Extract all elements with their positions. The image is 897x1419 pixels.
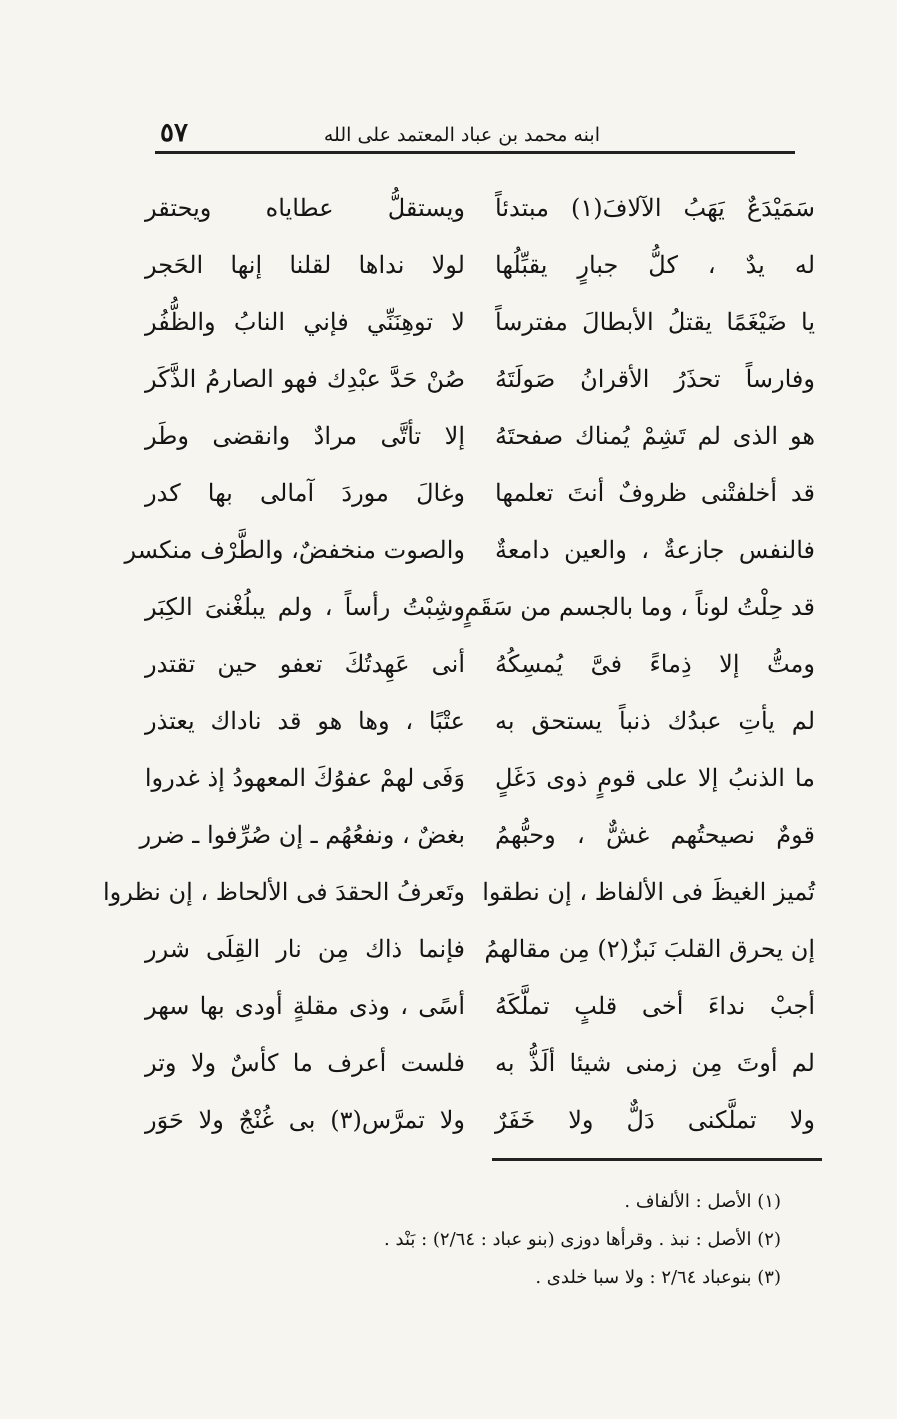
running-title: ابنه محمد بن عباد المعتمد على الله xyxy=(323,124,600,146)
verse-first-hemistich: فالنفس جازعةٌ ، والعين دامعةٌ xyxy=(495,536,815,564)
footnote-divider xyxy=(492,1158,822,1161)
verse-first-hemistich: له يدٌ ، كلُّ جبارٍ يقبِّلُها xyxy=(495,251,815,279)
verse-first-hemistich: أجبْ نداءَ أخى قلبٍ تملَّكَهُ xyxy=(495,992,815,1020)
verse-line xyxy=(145,921,815,978)
verse-second-hemistich: صُنْ حَدَّ عبْدِك فهو الصارمُ الذَّكَر xyxy=(145,365,465,393)
verse-first-hemistich: لم يأتِ عبدُك ذنباً يستحق به xyxy=(495,707,815,735)
verse-first-hemistich: قومٌ نصيحتُهم غشٌّ ، وحبُّهمُ xyxy=(495,821,815,849)
footnote: (١) الأصل : الألفاف . xyxy=(624,1191,781,1212)
verse-second-hemistich: عتْبًا ، وها هو قد ناداك يعتذر xyxy=(145,707,465,735)
verse-first-hemistich: ما الذنبُ إلا على قومٍ ذوى دَغَلٍ xyxy=(495,764,815,792)
verse-second-hemistich: إلا تأتَّى مرادٌ وانقضى وطَر xyxy=(145,422,465,450)
verse-first-hemistich: ولا تملَّكنى دَلٌّ ولا خَفَرٌ xyxy=(495,1106,815,1134)
verse-line xyxy=(124,522,815,579)
verse-first-hemistich: هو الذى لم تَشِمْ يُمناك صفحتَهُ xyxy=(495,422,815,450)
verse-line xyxy=(145,750,815,807)
verse-first-hemistich: تُميز الغيظَ فى الألفاظ ، إن نطقوا xyxy=(482,878,815,906)
verse-line xyxy=(145,1092,815,1149)
verse-first-hemistich: إن يحرق القلبَ نَبزٌ(٢) مِن مقالهمُ xyxy=(484,935,815,963)
verse-line xyxy=(145,351,815,408)
verse-first-hemistich: قد أخلفتْنى ظروفٌ أنتَ تعلمها xyxy=(495,479,815,507)
verse-line xyxy=(145,1035,815,1092)
verse-first-hemistich: قد حِلْتُ لوناً ، وما بالجسم من سَقَمٍ xyxy=(464,593,815,621)
verse-line xyxy=(145,465,815,522)
page-header xyxy=(160,118,800,162)
verse-second-hemistich: أنى عَهِدتُكَ تعفو حين تقتدر xyxy=(145,650,465,678)
verse-line xyxy=(145,294,815,351)
verse-second-hemistich: ويستقلُّ عطاياه ويحتقر xyxy=(145,194,465,222)
verse-line xyxy=(145,579,815,636)
footnote: (٢) الأصل : نبذ . وقرأها دوزى (بنو عباد : ٢/٦٤) : بَنْد . xyxy=(384,1229,781,1250)
verse-line xyxy=(139,807,815,864)
verse-first-hemistich: وفارساً تحذَرُ الأقرانُ صَولَتَهُ xyxy=(495,365,815,393)
verse-line xyxy=(145,180,815,237)
verse-line xyxy=(145,978,815,1035)
verse-second-hemistich: لولا نداها لقلنا إنها الحَجر xyxy=(145,251,465,279)
footnotes xyxy=(261,1183,781,1297)
verse-first-hemistich: ومتُّ إلا ذِماءً فىَّ يُمسِكُهُ xyxy=(495,650,815,678)
verse-second-hemistich: فلست أعرف ما كأسٌ ولا وتر xyxy=(145,1049,465,1077)
verse-first-hemistich: لم أوتَ مِن زمنى شيئا ألَذُّ به xyxy=(495,1049,815,1077)
verse-second-hemistich: وتَعرفُ الحقدَ فى الألحاظ ، إن نظروا xyxy=(102,878,465,906)
verse-second-hemistich: وغالَ موردَ آمالى بها كدر xyxy=(145,479,465,507)
verse-line xyxy=(145,636,815,693)
footnote: (٣) بنوعباد ٢/٦٤ : ولا سبا خلدى . xyxy=(535,1267,781,1288)
header-divider xyxy=(155,151,795,154)
verse-second-hemistich: والصوت منخفضٌ، والطَّرْف منكسر xyxy=(124,536,465,564)
verse-second-hemistich: أسًى ، وذى مقلةٍ أودى بها سهر xyxy=(145,992,465,1020)
verse-second-hemistich: بغضٌ ، ونفعُهُم ـ إن صُرِّفوا ـ ضرر xyxy=(139,821,465,849)
verse-first-hemistich: سَمَيْدَعٌ يَهَبُ الآلافَ(١) مبتدئاً xyxy=(495,194,816,222)
verse-second-hemistich: لا توهِنَنِّي فإني النابُ والظُّفُر xyxy=(145,308,465,336)
verse-second-hemistich: وَفَى لهمْ عفوُكَ المعهودُ إذ غدروا xyxy=(144,764,465,792)
page-number: ٥٧ xyxy=(160,118,188,148)
verse-second-hemistich: فإنما ذاك مِن نار القِلَى شرر xyxy=(145,935,465,963)
verse-line xyxy=(145,408,815,465)
verse-line xyxy=(145,693,815,750)
verse-first-hemistich: يا ضَيْغَمًا يقتلُ الأبطالَ مفترساً xyxy=(495,308,815,336)
verse-second-hemistich: ولا تمرَّس(٣) بى غُنْجٌ ولا حَوَر xyxy=(145,1106,465,1134)
poem xyxy=(102,180,816,1149)
verse-line xyxy=(102,864,815,921)
verse-line xyxy=(145,237,815,294)
verse-second-hemistich: وشِبْتُ رأساً ، ولم يبلُغْنىَ الكِبَر xyxy=(145,593,465,621)
